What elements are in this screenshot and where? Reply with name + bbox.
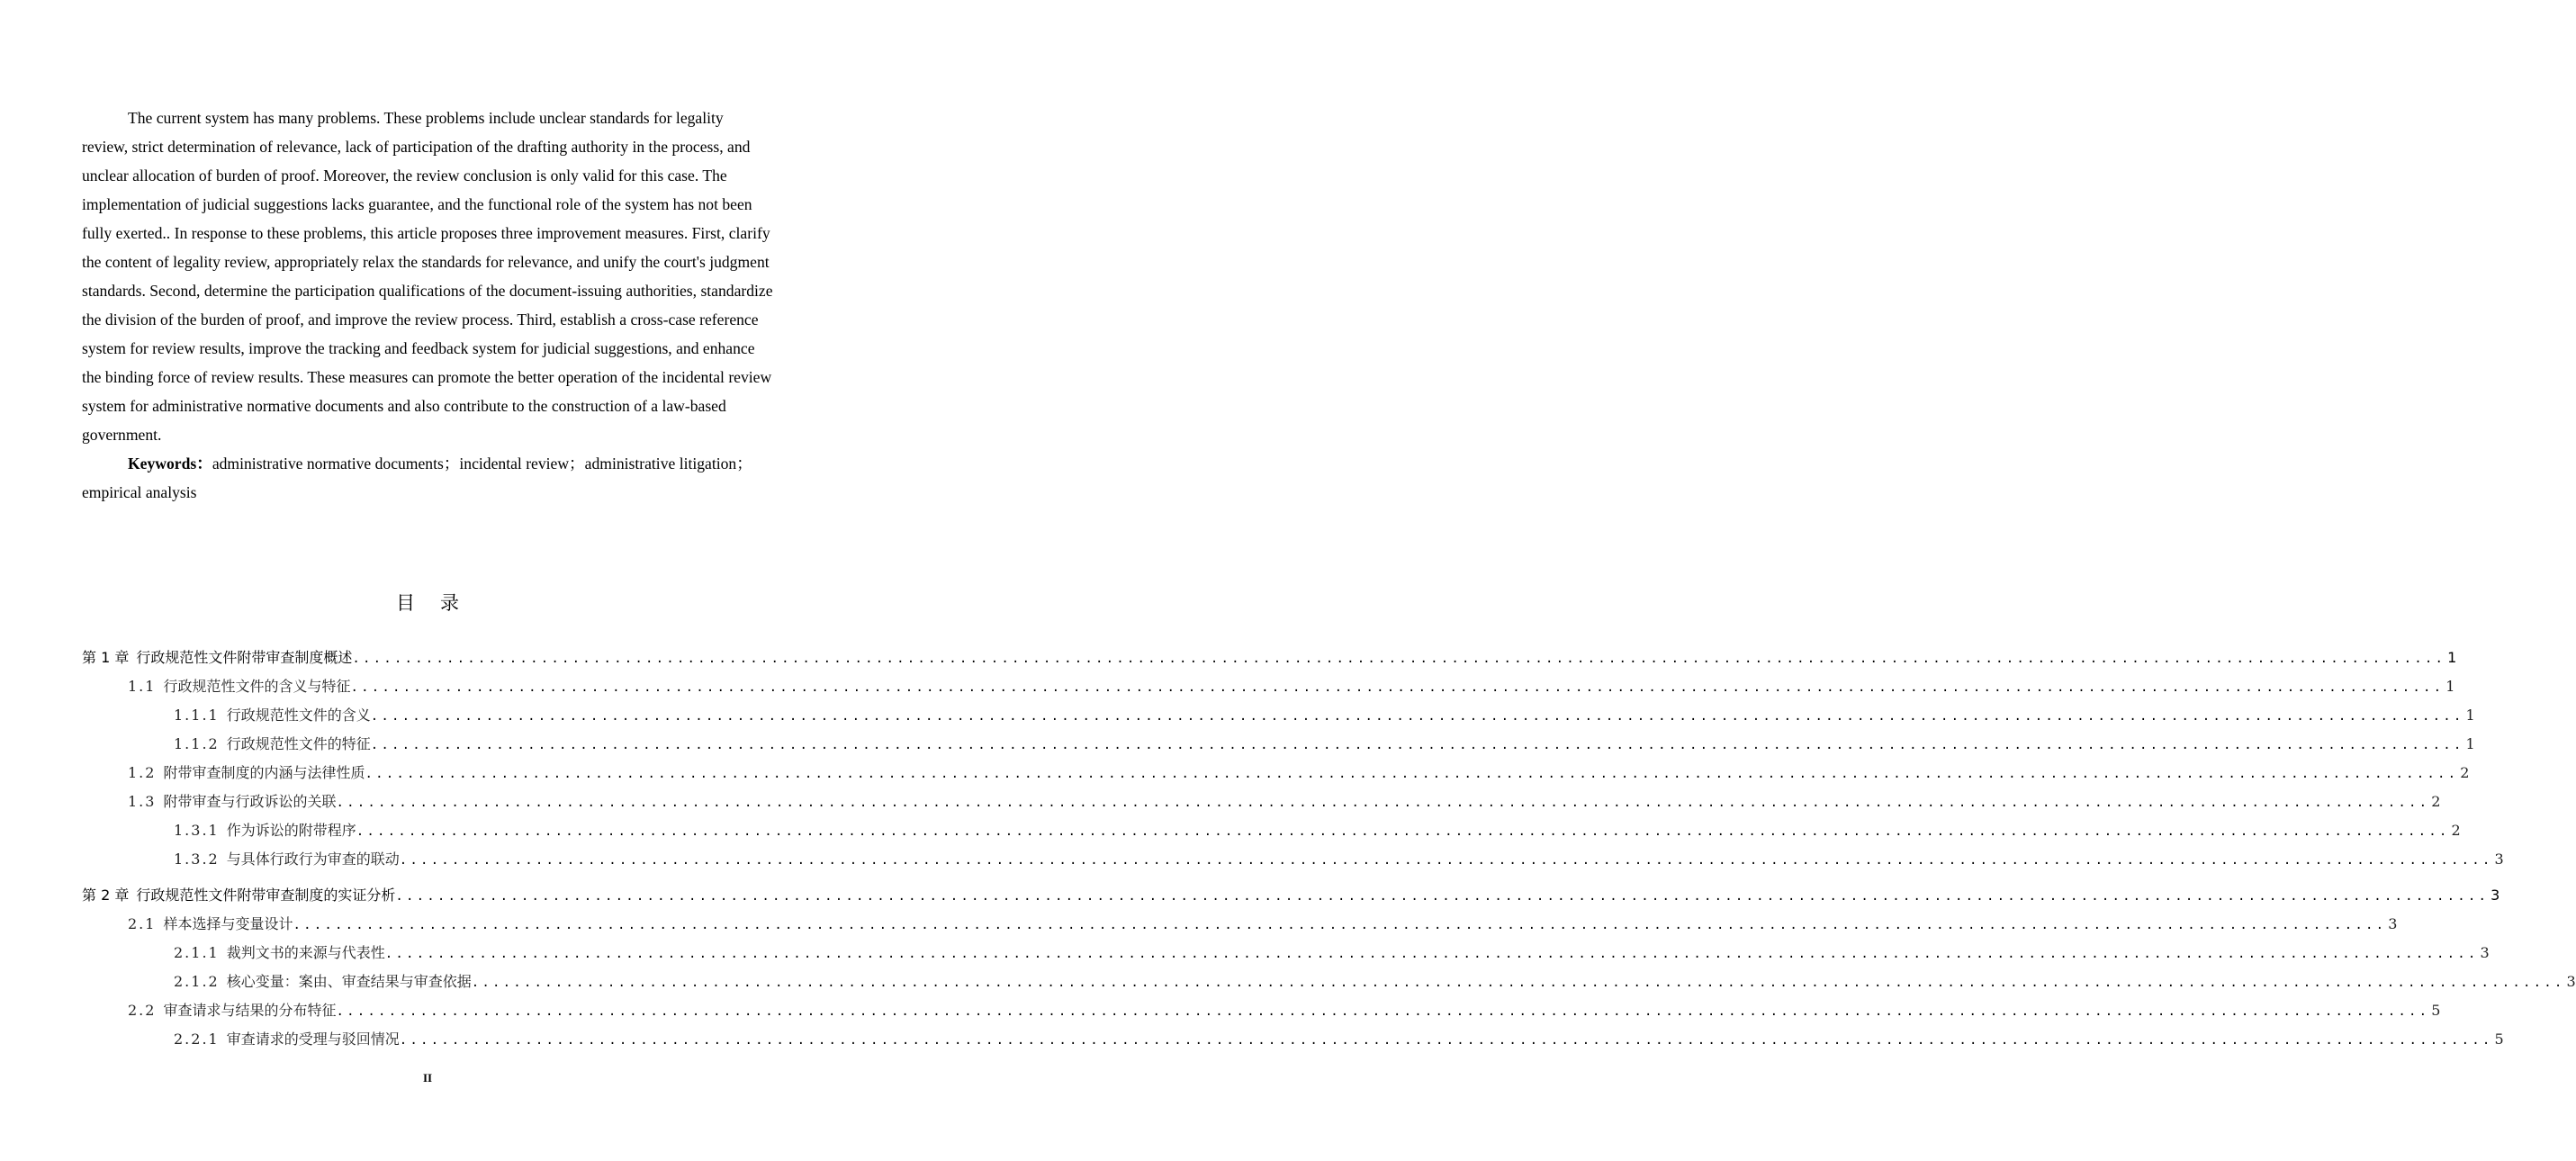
toc-entry-title: 审查请求的受理与驳回情况 xyxy=(226,1030,400,1048)
toc-leader-dots: ........................................................................................................................................................................................................ xyxy=(384,947,2479,961)
toc-entry-2-1[interactable] xyxy=(128,913,2398,941)
toc-leader-dots: ........................................................................................................................................................................................................ xyxy=(356,824,2450,839)
toc-entry-page: 3 xyxy=(2566,973,2576,990)
toc-entry-2-2[interactable] xyxy=(128,999,2441,1028)
toc-entry-number: 1.3.1 xyxy=(174,822,220,839)
toc-entry-page: 1 xyxy=(2465,735,2475,752)
toc-entry-page: 1 xyxy=(2445,678,2455,695)
toc-entry-page: 1 xyxy=(2465,706,2475,724)
toc-entry-number: 1.2 xyxy=(128,764,157,781)
toc-leader-dots: ........................................................................................................................................................................................................ xyxy=(471,976,2565,990)
toc-entry-title: 附带审查制度的内涵与法律性质 xyxy=(163,764,365,781)
toc-leader-dots: ........................................................................................................................................................................................................ xyxy=(336,796,2430,810)
toc-leader-dots: ........................................................................................................................................................................................................ xyxy=(399,1033,2493,1048)
toc-entry-number: 1.1 xyxy=(128,678,157,695)
toc-entry-page: 3 xyxy=(2490,886,2500,904)
toc-entry-title: 行政规范性文件的特征 xyxy=(226,735,371,752)
toc-entry-1-1-2[interactable] xyxy=(174,733,2475,761)
toc-leader-dots: ........................................................................................................................................................................................................ xyxy=(365,767,2459,781)
toc-leader-dots: ........................................................................................................................................................................................................ xyxy=(352,652,2446,666)
toc-leader-dots: ........................................................................................................................................................................................................ xyxy=(370,709,2464,724)
toc-entry-number: 2.2.1 xyxy=(174,1030,220,1048)
toc-leader-dots: ........................................................................................................................................................................................................ xyxy=(336,1004,2430,1019)
toc-entry-number: 1.3.2 xyxy=(174,850,220,868)
toc-leader-dots: ........................................................................................................................................................................................................ xyxy=(399,853,2493,868)
toc-entry-chapter-1[interactable] xyxy=(82,646,2457,675)
toc-entry-title: 与具体行政行为审查的联动 xyxy=(226,850,400,868)
toc-title-left: 目 xyxy=(396,592,415,614)
toc-entry-1-3[interactable] xyxy=(128,790,2441,819)
toc-entry-2-1-1[interactable] xyxy=(174,941,2490,970)
toc-leader-dots: ........................................................................................................................................................................................................ xyxy=(293,918,2387,932)
toc-entry-number: 2.1.2 xyxy=(174,973,220,990)
keywords-line xyxy=(82,449,773,507)
toc-entry-title: 裁判文书的来源与代表性 xyxy=(226,944,385,961)
toc-entry-1-1-1[interactable] xyxy=(174,704,2475,733)
toc-entry-page: 3 xyxy=(2388,915,2398,932)
toc-entry-page: 5 xyxy=(2494,1030,2504,1048)
toc-entry-page: 2 xyxy=(2451,822,2461,839)
toc-entry-number: 第 2 章 xyxy=(82,886,130,904)
abstract-paragraph: The current system has many problems. These problems include unclear standards for legality review, strict determination of relevance, lack of participation of the drafting authority in the process, and unclear allocation of burden of proof. Moreover, the review conclusion is only valid for this case. The implementation of judicial suggestions lacks guarantee, and the functional role of the system has not been fully exerted.. In response to these problems, this article proposes three improvement measures. First, clarify the content of legality review, appropriately relax the standards for relevance, and unify the court's judgment standards. Second, determine the participation qualifications of the document-issuing authorities, standardize the division of the burden of proof, and improve the review process. Third, establish a cross-case reference system for review results, improve the tracking and feedback system for judicial suggestions, and enhance the binding force of review results. These measures can promote the better operation of the incidental review system for administrative normative documents and also contribute to the construction of a law-based government. xyxy=(82,109,773,444)
toc-entry-number: 1.1.2 xyxy=(174,735,220,752)
toc-entry-number: 2.1 xyxy=(128,915,157,932)
toc-entry-1-1[interactable] xyxy=(128,675,2455,704)
toc-entry-number: 1.1.1 xyxy=(174,706,220,724)
toc-entry-title: 行政规范性文件附带审查制度概述 xyxy=(136,649,353,666)
toc-leader-dots: ........................................................................................................................................................................................................ xyxy=(395,889,2490,904)
toc-entry-page: 3 xyxy=(2494,850,2504,868)
toc-entry-number: 1.3 xyxy=(128,793,157,810)
toc-entry-number: 2.2 xyxy=(128,1002,157,1019)
toc-entry-number: 第 1 章 xyxy=(82,649,130,666)
toc-entry-page: 1 xyxy=(2447,649,2457,666)
toc-entry-page: 3 xyxy=(2480,944,2490,961)
toc-entry-title: 行政规范性文件附带审查制度的实证分析 xyxy=(136,886,396,904)
toc-entry-title: 作为诉讼的附带程序 xyxy=(226,822,356,839)
toc-leader-dots: ........................................................................................................................................................................................................ xyxy=(350,680,2445,695)
toc-entry-2-2-1[interactable] xyxy=(174,1028,2504,1057)
toc-entry-title: 行政规范性文件的含义 xyxy=(226,706,371,724)
toc-entry-1-3-2[interactable] xyxy=(174,848,2504,877)
toc-entry-number: 2.1.1 xyxy=(174,944,220,961)
toc-entry-title: 样本选择与变量设计 xyxy=(163,915,293,932)
toc-entry-page: 2 xyxy=(2431,793,2441,810)
toc-title xyxy=(0,589,855,616)
abstract-section xyxy=(82,104,773,507)
toc-entry-1-3-1[interactable] xyxy=(174,819,2461,848)
toc-entry-2-1-2[interactable] xyxy=(174,970,2576,999)
keywords-label: Keywords： xyxy=(128,454,212,472)
toc-entry-page: 5 xyxy=(2431,1002,2441,1019)
toc-entry-1-2[interactable] xyxy=(128,761,2470,790)
toc-entry-title: 行政规范性文件的含义与特征 xyxy=(163,678,351,695)
toc-leader-dots: ........................................................................................................................................................................................................ xyxy=(370,738,2464,752)
toc-entry-title: 核心变量：案由、审查结果与审查依据 xyxy=(226,973,472,990)
toc-entry-title: 附带审查与行政诉讼的关联 xyxy=(163,793,337,810)
toc-entry-page: 2 xyxy=(2460,764,2470,781)
toc-entry-chapter-2[interactable] xyxy=(82,884,2500,913)
toc-title-right: 录 xyxy=(440,592,459,614)
keywords-text: administrative normative documents；incidental review；administrative litigation；empirical analysis xyxy=(82,454,752,501)
page-number: II xyxy=(422,1071,433,1084)
toc-entry-title: 审查请求与结果的分布特征 xyxy=(163,1002,337,1019)
